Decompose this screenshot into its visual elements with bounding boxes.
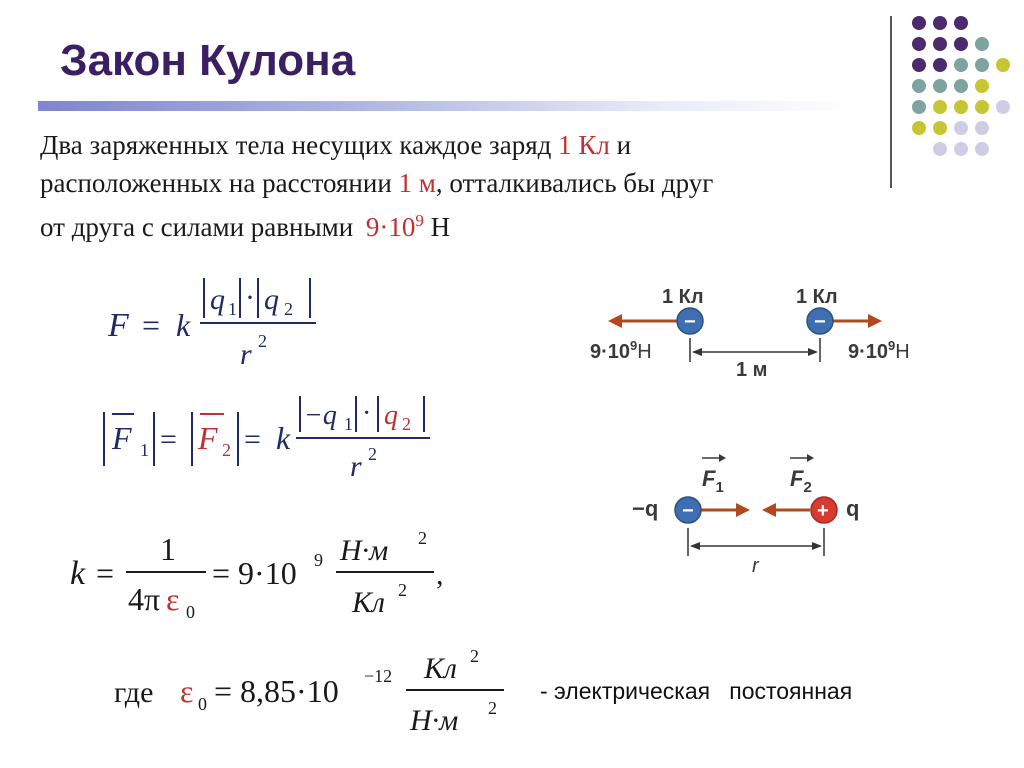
f3-unit-den: Кл bbox=[352, 586, 386, 619]
f1-lhs: F bbox=[108, 307, 129, 344]
d1-charge-left-label: 1 Кл bbox=[662, 286, 704, 308]
f3-eq: = bbox=[96, 555, 115, 591]
f4-unit-den-exp: 2 bbox=[488, 698, 497, 718]
d2-arrowhead-right bbox=[762, 503, 776, 517]
charge-value: 1 Кл bbox=[558, 130, 610, 160]
f4-unit-den: Н·м bbox=[410, 704, 459, 737]
epsilon-note: - электрическая постоянная bbox=[540, 678, 853, 704]
force-dot: · bbox=[379, 212, 389, 242]
line1-end: и bbox=[609, 130, 632, 160]
f2-F1: F bbox=[112, 420, 132, 456]
f2-minus-q1: −q bbox=[304, 400, 337, 431]
formula-force-equality bbox=[104, 396, 430, 483]
f1-q2: q bbox=[264, 283, 279, 316]
d2-label-left: −q bbox=[632, 496, 659, 521]
line2-end: , отталкивались бы друг bbox=[435, 168, 714, 198]
d1-sign-right: − bbox=[814, 311, 826, 333]
d2-f1-vector-head bbox=[719, 454, 726, 462]
d1-arrowhead-right bbox=[868, 314, 882, 328]
line1-text: Два заряженных тела несущих каждое заряд bbox=[40, 130, 559, 160]
force-exponent: 9 bbox=[415, 211, 424, 230]
diagram-repulsion bbox=[590, 286, 910, 381]
f1-r: r bbox=[240, 338, 252, 371]
d1-dist-arrow-left bbox=[692, 348, 702, 356]
f4-unit-num-exp: 2 bbox=[470, 646, 479, 666]
formula-epsilon-zero bbox=[114, 646, 504, 737]
f1-eq: = bbox=[142, 307, 161, 343]
d2-dist-arrow-left bbox=[690, 542, 700, 550]
distance-value: 1 м bbox=[398, 168, 436, 198]
d1-sign-left: − bbox=[684, 311, 696, 333]
f1-dot: · bbox=[245, 281, 255, 314]
f4-eps-sub: 0 bbox=[198, 694, 207, 714]
slide-title: Закон Кулона bbox=[60, 36, 356, 85]
f2-F1-sub: 1 bbox=[140, 440, 149, 460]
line3-text: от друга с силами равными bbox=[40, 212, 360, 242]
diagram-attraction bbox=[632, 454, 859, 577]
f2-q2-sub: 2 bbox=[402, 414, 411, 434]
f3-num: 1 bbox=[160, 531, 176, 567]
formula-k-constant bbox=[70, 528, 444, 622]
f2-F2-sub: 2 bbox=[222, 440, 231, 460]
f2-eq: = bbox=[160, 423, 177, 456]
d1-dist-arrow-right bbox=[808, 348, 818, 356]
f3-eq2: = 9·10 bbox=[212, 555, 297, 591]
f3-exp: 9 bbox=[314, 550, 323, 570]
d1-force-left-label: $9\cdot 10^9Н$ bbox=[590, 338, 652, 363]
f2-dot: · bbox=[362, 398, 372, 429]
f3-den-pre: 4π bbox=[128, 581, 161, 617]
f4-unit-num: Кл bbox=[424, 652, 458, 685]
force-unit: Н bbox=[423, 212, 451, 242]
d2-distance-label: r bbox=[752, 555, 759, 577]
f4-eq: = 8,85·10 bbox=[214, 673, 339, 709]
f2-eq2: = bbox=[244, 423, 261, 456]
f3-eps-sub: 0 bbox=[186, 602, 195, 622]
d1-charge-right-label: 1 Кл bbox=[796, 286, 838, 308]
f2-r: r bbox=[350, 450, 362, 483]
d1-force-right-label: $9\cdot 10^9Н$ bbox=[848, 338, 910, 363]
d1-distance-label: 1 м bbox=[736, 359, 768, 381]
f1-q1-sub: 1 bbox=[228, 299, 237, 319]
f4-where: где bbox=[114, 676, 154, 709]
f3-unit-den-exp: 2 bbox=[398, 580, 407, 600]
f1-k: k bbox=[176, 307, 191, 343]
d2-F2: $F_2$ bbox=[790, 466, 812, 496]
f4-exp: −12 bbox=[364, 666, 393, 686]
f4-eps: ε bbox=[180, 673, 194, 709]
f1-q2-sub: 2 bbox=[284, 299, 293, 319]
force-base: 10 bbox=[388, 212, 416, 242]
f1-r-exp: 2 bbox=[258, 331, 267, 351]
f3-comma: , bbox=[436, 558, 444, 591]
d2-arrowhead-left bbox=[736, 503, 750, 517]
d2-label-right: q bbox=[846, 496, 860, 521]
f2-r-exp: 2 bbox=[368, 444, 377, 464]
f1-q1: q bbox=[210, 283, 225, 316]
f2-F2: F bbox=[198, 420, 218, 456]
f3-eps: ε bbox=[166, 581, 180, 617]
f3-k: k bbox=[70, 555, 86, 592]
d2-dist-arrow-right bbox=[812, 542, 822, 550]
line2-text: расположенных на расстоянии bbox=[40, 168, 399, 198]
f2-k: k bbox=[276, 420, 291, 456]
formula-coulomb bbox=[107, 278, 316, 371]
f2-q2: q bbox=[384, 400, 398, 431]
force-mantissa: 9 bbox=[365, 212, 380, 242]
f3-unit-num-exp: 2 bbox=[418, 528, 427, 548]
d2-sign-right: + bbox=[817, 500, 829, 522]
d2-sign-left: − bbox=[682, 500, 694, 522]
d2-F1: $F_1$ bbox=[702, 466, 724, 496]
d1-arrowhead-left bbox=[608, 314, 622, 328]
d2-f2-vector-head bbox=[807, 454, 814, 462]
f2-q1-sub: 1 bbox=[344, 414, 353, 434]
f3-unit-num: Н·м bbox=[340, 534, 389, 567]
